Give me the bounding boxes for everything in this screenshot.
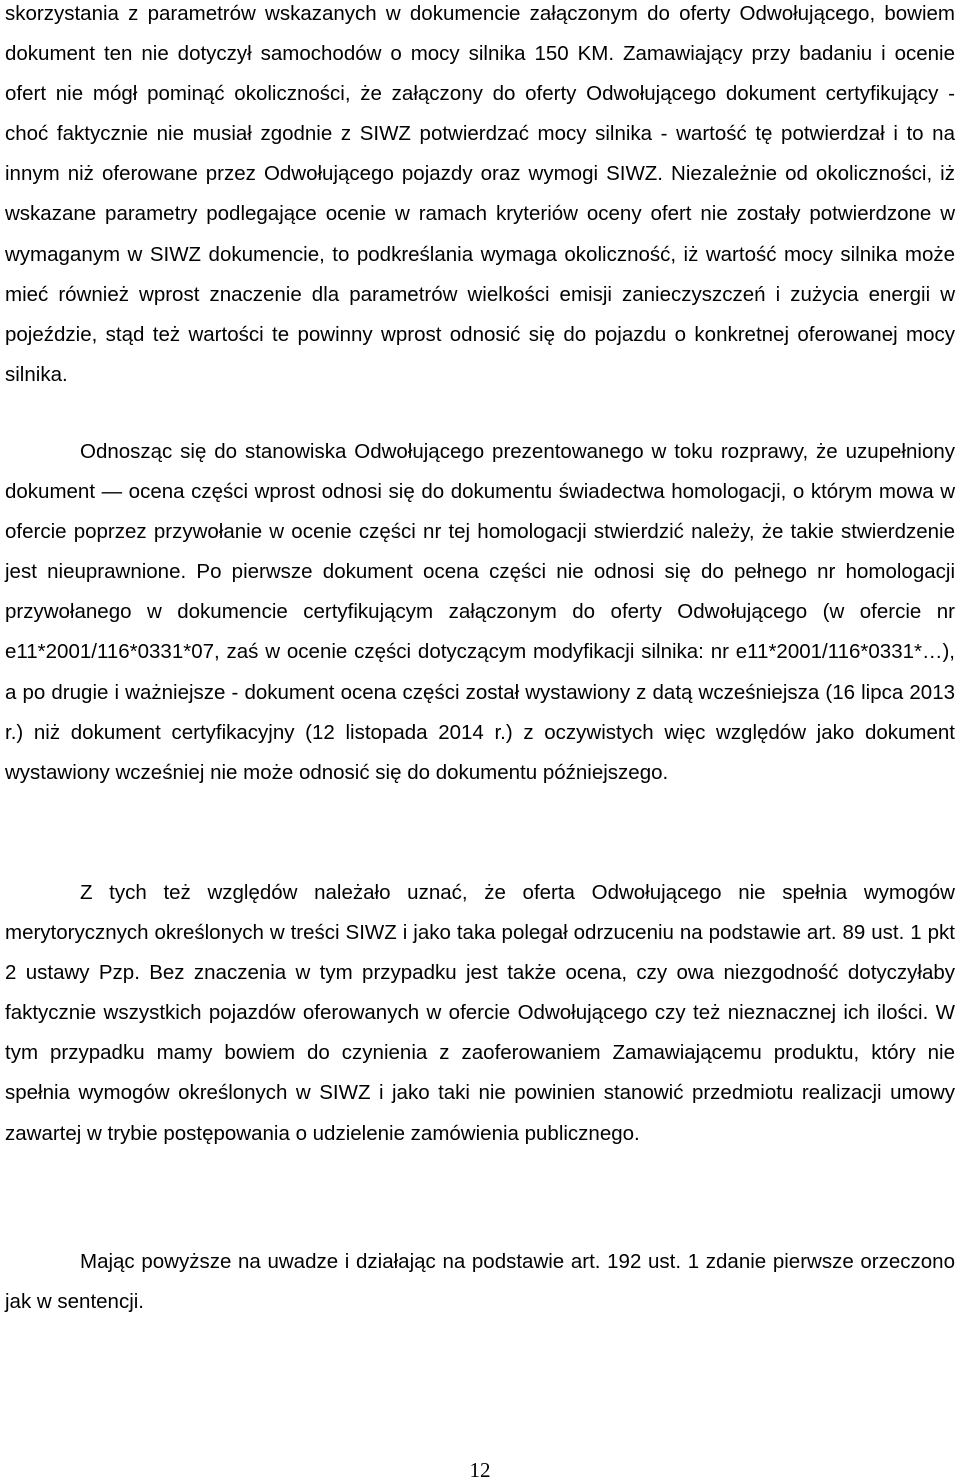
paragraph-2 (5, 432, 955, 793)
paragraph-3 (5, 873, 955, 1154)
paragraph-text: skorzystania z parametrów wskazanych w dokumencie załączonym do oferty Odwołującego, bowiem dokument ten nie dotyczył samochodów o mocy silnika 150 KM. Zamawiający przy badaniu i ocenie ofert nie mógł pominąć okoliczności, że załączony do oferty Odwołującego dokument certyfikujący - choć faktycznie nie musiał zgodnie z SIWZ potwierdzać mocy silnika - wartość tę potwierdzał i to na innym niż oferowane przez Odwołującego pojazdy oraz wymogi SIWZ. Niezależnie od okoliczności, iż wskazane parametry podlegające ocenie w ramach kryteriów oceny ofert nie zostały potwierdzone w wymaganym w SIWZ dokumencie, to podkreślania wymaga okoliczność, iż wartość mocy silnika może mieć również wprost znaczenie dla parametrów wielkości emisji zanieczyszczeń i zużycia energii w pojeździe, stąd też wartości te powinny wprost odnosić się do pojazdu o konkretnej oferowanej mocy silnika. (5, 2, 955, 386)
paragraph-4 (5, 1242, 955, 1322)
paragraph-1 (5, 0, 955, 395)
paragraph-text: Odnosząc się do stanowiska Odwołującego prezentowanego w toku rozprawy, że uzupełniony dokument — ocena części wprost odnosi się do dokumentu świadectwa homologacji, o którym mowa w ofercie poprzez przywołanie w ocenie części nr tej homologacji stwierdzić należy, że takie stwierdzenie jest nieuprawnione. Po pierwsze dokument ocena części nie odnosi się do pełnego nr homologacji przywołanego w dokumencie certyfikującym załączonym do oferty Odwołującego (w ofercie nr e11*2001/116*0331*07, zaś w ocenie części dotyczącym modyfikacji silnika: nr e11*2001/116*0331*…), a po drugie i ważniejsze - dokument ocena części został wystawiony z datą wcześniejsza (16 lipca 2013 r.) niż dokument certyfikacyjny (12 listopada 2014 r.) z oczywistych więc względów jako dokument wystawiony wcześniej nie może odnosić się do dokumentu późniejszego. (5, 440, 955, 784)
paragraph-text: Mając powyższe na uwadze i działając na podstawie art. 192 ust. 1 zdanie pierwsze orzeczono jak w sentencji. (5, 1250, 955, 1314)
paragraph-text: Z tych też względów należało uznać, że oferta Odwołującego nie spełnia wymogów merytorycznych określonych w treści SIWZ i jako taka polegał odrzuceniu na podstawie art. 89 ust. 1 pkt 2 ustawy Pzp. Bez znaczenia w tym przypadku jest także ocena, czy owa niezgodność dotyczyłaby faktycznie wszystkich pojazdów oferowanych w ofercie Odwołującego czy też nieznacznej ich ilości. W tym przypadku mamy bowiem do czynienia z zaoferowaniem Zamawiającemu produktu, który nie spełnia wymogów określonych w SIWZ i jako taki nie powinien stanowić przedmiotu realizacji umowy zawartej w trybie postępowania o udzielenie zamówienia publicznego. (5, 881, 955, 1145)
page-number: 12 (469, 1458, 491, 1482)
